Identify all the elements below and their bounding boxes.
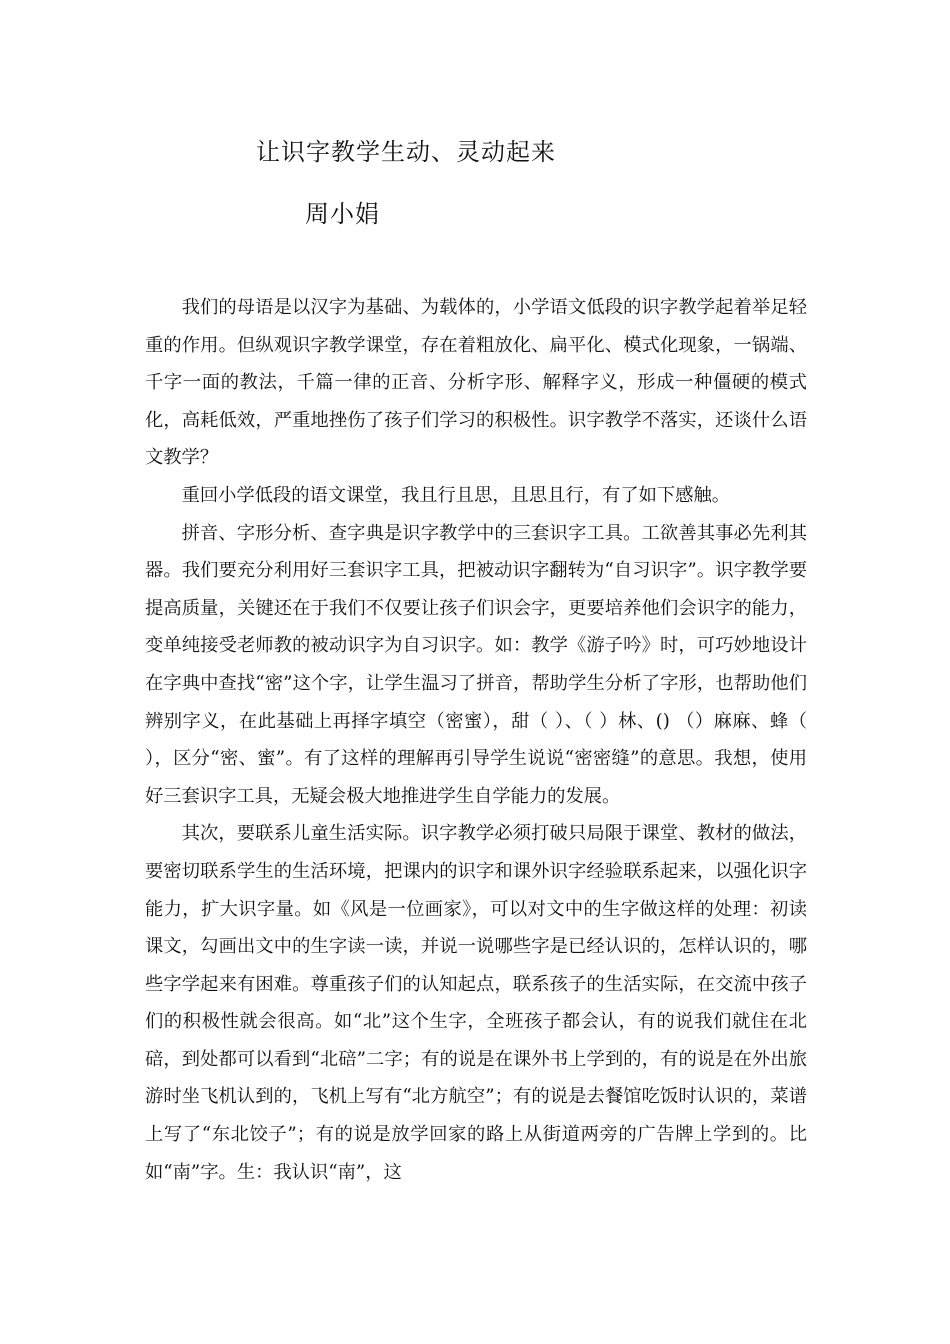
paragraph: 我们的母语是以汉字为基础、为载体的，小学语文低段的识字教学起着举足轻重的作用。但纵观识字教学课堂，存在着粗放化、扁平化、模式化现象，一锅端、千字一面的教法，千篇一律的正音、分析字形、解释字义，形成一种僵硬的模式化，高耗低效，严重地挫伤了孩子们学习的积极性。识字教学不落实，还谈什么语文教学？ xyxy=(145,297,807,469)
paragraph: 重回小学低段的语文课堂，我且行且思，且思且行，有了如下感触。 xyxy=(181,484,731,506)
document-author: 周小娟 xyxy=(305,200,380,228)
document-body xyxy=(145,289,807,1191)
paragraph: 拼音、字形分析、查字典是识字教学中的三套识字工具。工欲善其事必先利其器。我们要充分利用好三套识字工具，把被动识字翻转为“自习识字”。识字教学要提高质量，关键还在于我们不仅要让孩子们识会字，更要培养他们会识字的能力，变单纯接受老师教的被动识字为自习识字。如：教学《游子吟》时，可巧妙地设计在字典中查找“密”这个字，让学生温习了拼音，帮助学生分析了字形，也帮助他们辨别字义，在此基础上再择字填空（密蜜），甜（ ）、（ ）林、() （）麻麻、蜂（ ），区分“密、蜜”。有了这样的理解再引导学生说说“密密缝”的意思。我想，使用好三套识字工具，无疑会极大地推进学生自学能力的发展。 xyxy=(145,522,807,807)
paragraph: 其次，要联系儿童生活实际。识字教学必须打破只局限于课堂、教材的做法，要密切联系学生的生活环境，把课内的识字和课外识字经验联系起来，以强化识字能力，扩大识字量。如《风是一位画家》，可以对文中的生字做这样的处理：初读课文，勾画出文中的生字读一读，并说一说哪些字是已经认识的，怎样认识的，哪些字学起来有困难。尊重孩子们的认知起点，联系孩子的生活实际，在交流中孩子们的积极性就会很高。如“北”这个生字，全班孩子都会认，有的说我们就住在北碚，到处都可以看到“北碚”二字；有的说是在课外书上学到的，有的说是在外出旅游时坐飞机认到的，飞机上写有“北方航空”；有的说是去餐馆吃饭时认识的，菜谱上写了“东北饺子”；有的说是放学回家的路上从街道两旁的广告牌上学到的。比如“南”字。生：我认识“南”，这 xyxy=(145,823,807,1183)
document-title: 让识字教学生动、灵动起来 xyxy=(256,138,556,166)
